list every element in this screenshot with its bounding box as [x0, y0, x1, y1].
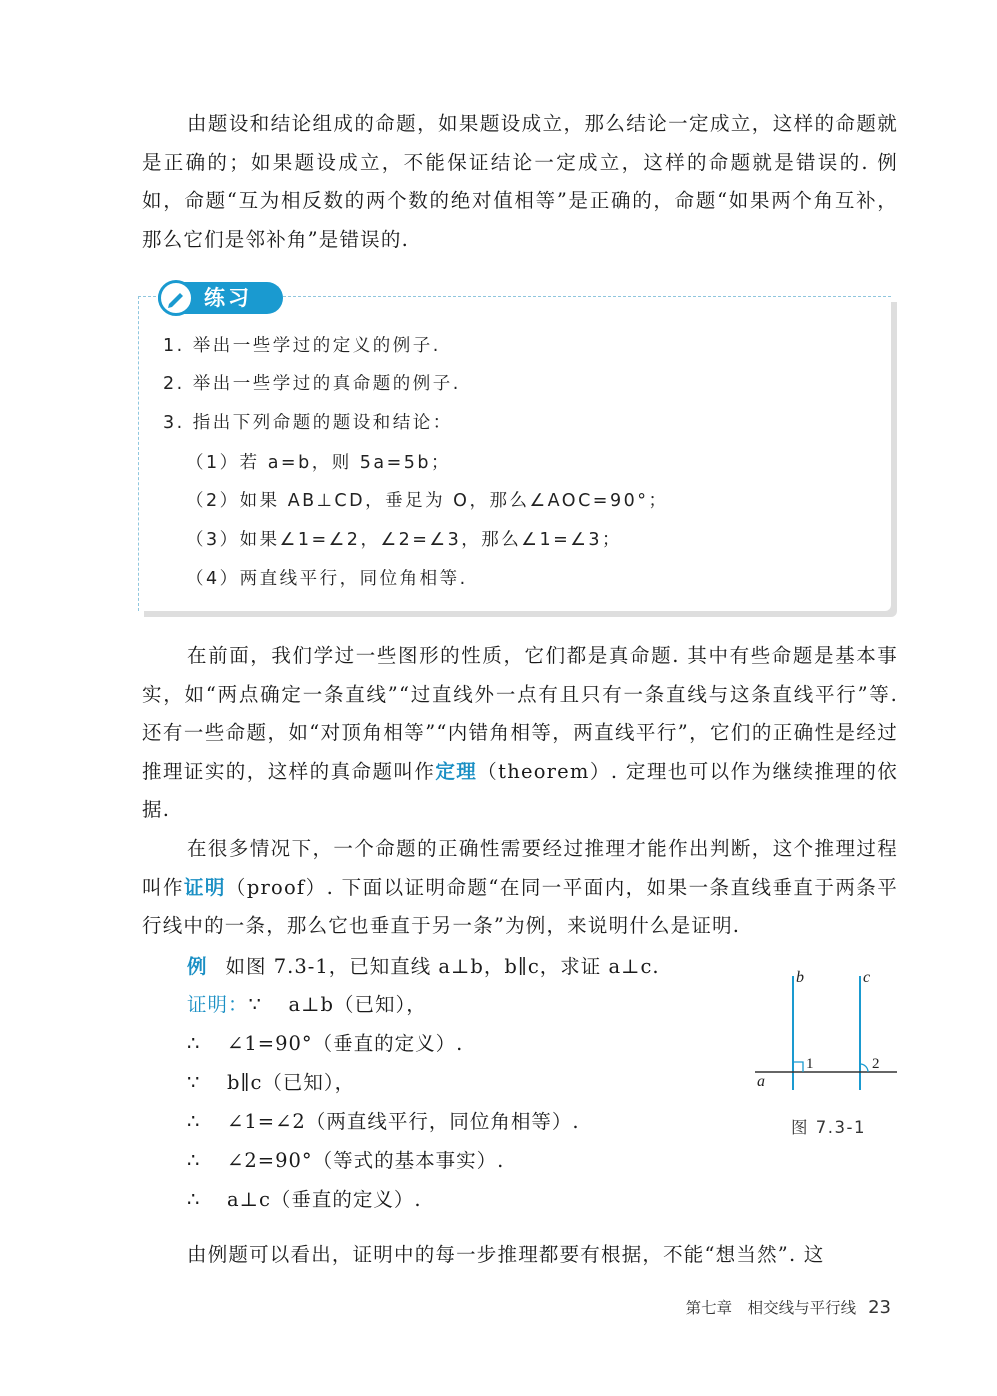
proof-paragraph — [142, 830, 898, 946]
theorem-text-before: 在前面，我们学过一些图形的性质，它们都是真命题. 其中有些命题是基本事实，如“两点确定一条直线”“过直线外一点有且只有一条直线与这条直线平行”等. 还有一些命题，如“对顶角相等”“内错角相等，两直线平行”，它们的正确性是经过推理证实的，这样的真命题叫作 — [142, 644, 898, 783]
label-angle-2: 2 — [872, 1056, 880, 1072]
closing-paragraph: 由例题可以看出，证明中的每一步推理都要有根据，不能“想当然”. 这 — [187, 1243, 825, 1266]
proof-step-text: ∠2=90°（等式的基本事实）. — [227, 1149, 505, 1172]
proof-step-symbol: ∴ — [187, 1188, 201, 1211]
proof-step-4 — [187, 1107, 580, 1137]
proof-step-1 — [187, 990, 427, 1020]
example-statement: 如图 7.3-1，已知直线 a⊥b，b∥c，求证 a⊥c. — [225, 955, 660, 978]
proof-step-3 — [187, 1068, 355, 1098]
label-angle-1: 1 — [806, 1056, 814, 1072]
exercise-subitem-1: （1）若 a=b，则 5a=5b； — [186, 453, 452, 473]
exercise-item-2: 2. 举出一些学过的真命题的例子. — [163, 374, 461, 394]
proof-step-2 — [187, 1029, 463, 1059]
exercise-subitem-3: （3）如果∠1=∠2，∠2=∠3，那么∠1=∠3； — [186, 530, 623, 550]
proof-step-symbol: ∴ — [187, 1149, 201, 1172]
label-c: c — [863, 969, 871, 986]
pencil-icon — [158, 280, 194, 316]
theorem-paragraph — [142, 637, 898, 830]
exercise-subitem-2: （2）如果 AB⊥CD，垂足为 O，那么∠AOC=90°； — [186, 491, 669, 511]
page-number: 23 — [868, 1297, 891, 1318]
figure-caption: 图 7.3-1 — [791, 1118, 866, 1137]
proof-step-symbol: ∴ — [187, 1110, 201, 1133]
proof-step-symbol: ∵ — [187, 1071, 201, 1094]
proof-step-symbol: ∵ — [248, 993, 262, 1016]
proof-step-text: ∠1=90°（垂直的定义）. — [227, 1032, 464, 1055]
exercise-title: 练习 — [204, 286, 252, 310]
label-b: b — [796, 969, 804, 986]
exercise-item-1: 1. 举出一些学过的定义的例子. — [163, 336, 441, 356]
exercise-item-3: 3. 指出下列命题的题设和结论： — [163, 413, 453, 433]
example-label: 例 — [187, 955, 208, 978]
label-a: a — [757, 1073, 765, 1090]
theorem-text-after: （theorem）. 定理也可以作为继续推理的依据. — [142, 759, 898, 821]
chapter-title: 第七章 相交线与平行线 — [685, 1299, 857, 1317]
proof-step-text: a⊥b（已知）， — [288, 993, 427, 1016]
figure-7-3-1 — [750, 962, 900, 1092]
exercise-subitem-4: （4）两直线平行，同位角相等. — [186, 569, 468, 589]
proof-step-text: b∥c（已知）， — [227, 1071, 356, 1094]
right-angle-mark — [793, 1062, 803, 1072]
proof-step-text: a⊥c（垂直的定义）. — [227, 1188, 422, 1211]
theorem-term: 定理 — [435, 759, 478, 783]
proof-step-5 — [187, 1146, 504, 1176]
proof-step-6 — [187, 1185, 422, 1215]
example-line — [187, 952, 660, 982]
proof-label: 证明： — [187, 993, 249, 1016]
proof-text-before: 在很多情况下，一个命题的正确性需要经过推理才能作出判断，这个推理过程叫作 — [142, 837, 898, 899]
intro-paragraph: 由题设和结论组成的命题，如果题设成立，那么结论一定成立，这样的命题就是正确的；如果题设成立，不能保证结论一定成立，这样的命题就是错误的. 例如，命题“互为相反数的两个数的绝对值相等”是正确的，命题“如果两个角互补，那么它们是邻补角”是错误的. — [142, 112, 898, 251]
angle-2-arc — [860, 1064, 868, 1072]
proof-step-text: ∠1=∠2（两直线平行，同位角相等）. — [227, 1110, 580, 1133]
proof-text-after: （proof）. 下面以证明命题“在同一平面内，如果一条直线垂直于两条平行线中的一条，那么它也垂直于另一条”为例，来说明什么是证明. — [142, 875, 898, 937]
page-footer — [686, 1296, 891, 1318]
proof-step-symbol: ∴ — [187, 1032, 201, 1055]
proof-term: 证明 — [183, 875, 226, 899]
